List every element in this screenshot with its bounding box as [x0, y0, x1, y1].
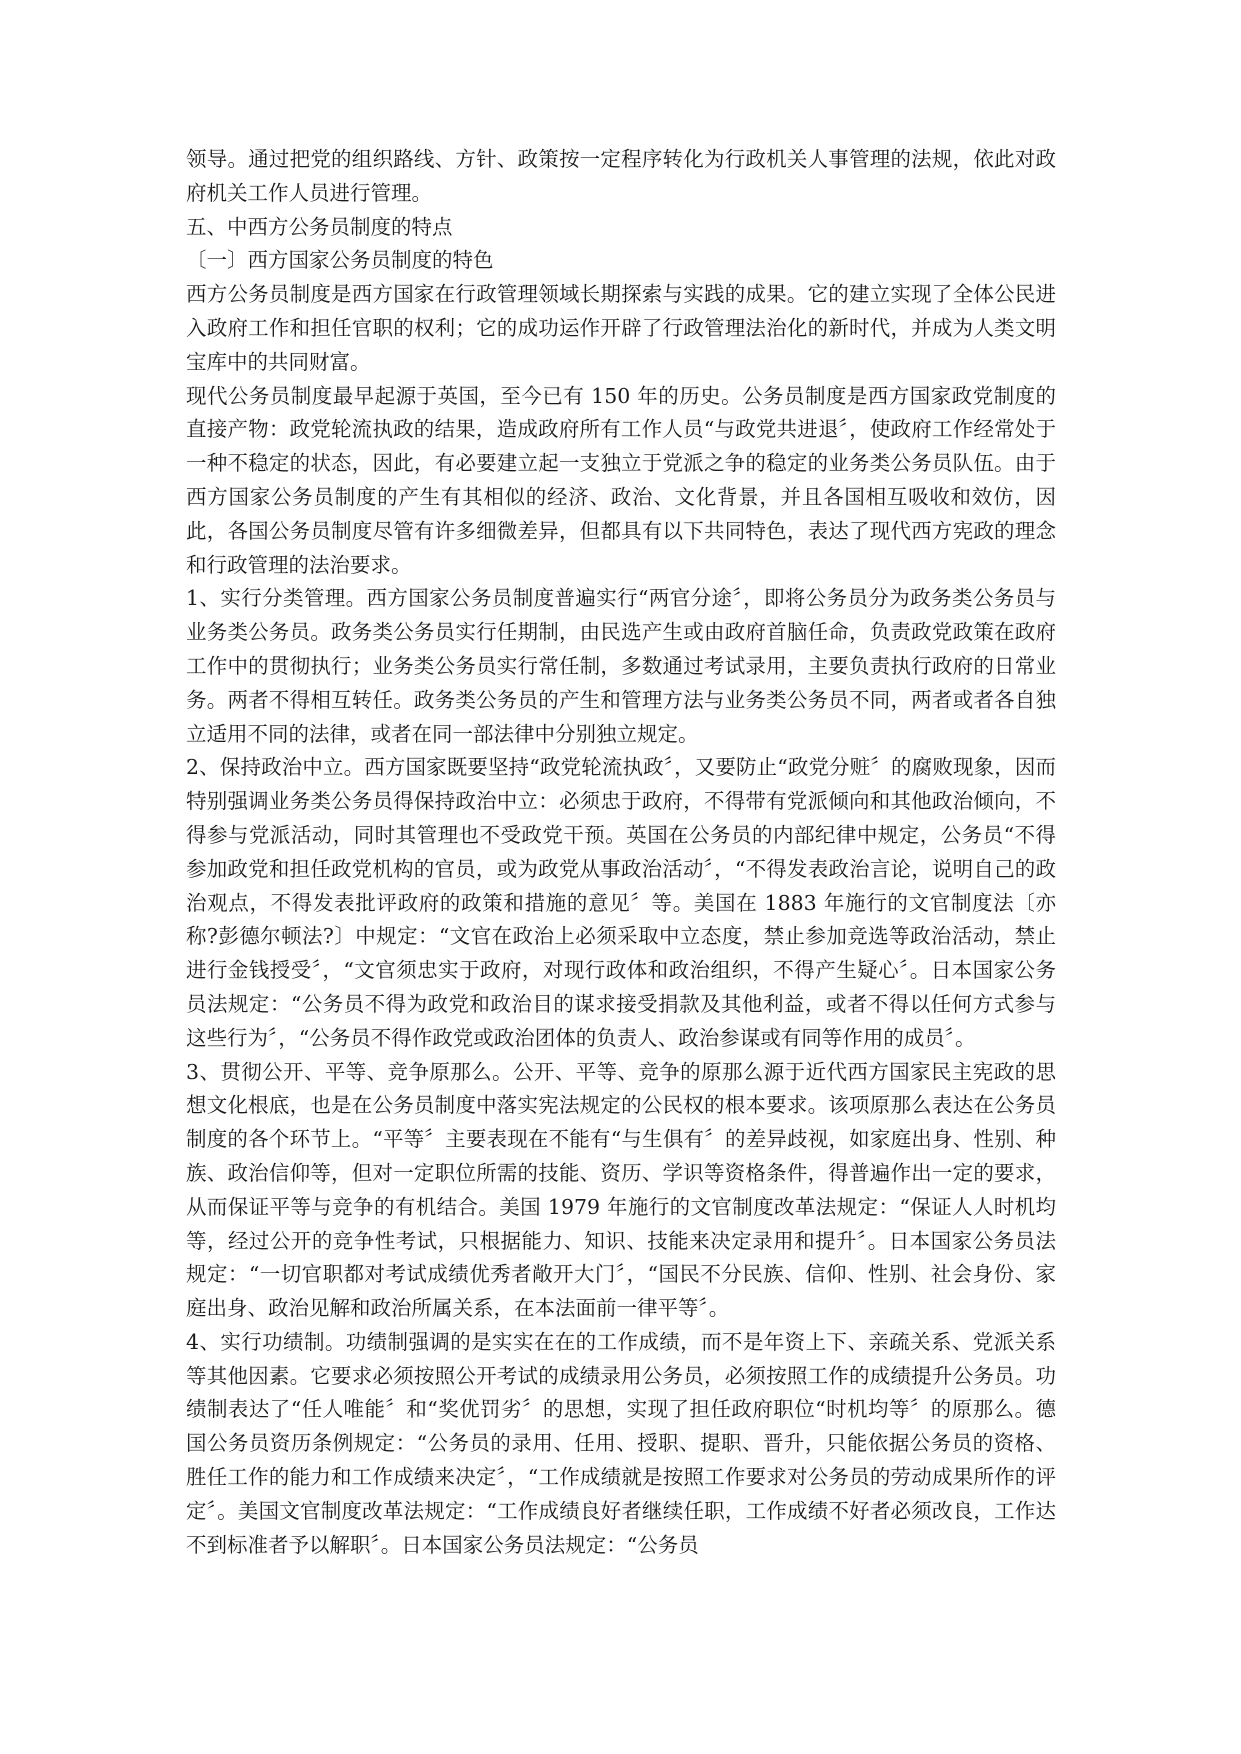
- section-heading: 五、中西方公务员制度的特点: [186, 214, 453, 239]
- paragraph-continuation: 领导。通过把党的组织路线、方针、政策按一定程序转化为行政机关人事管理的法规，依此对政府机关工作人员进行管理。: [186, 147, 1056, 205]
- document-body: [186, 143, 1056, 1562]
- subsection-heading: 〔一〕西方国家公务员制度的特色: [186, 248, 494, 273]
- paragraph-point-4: 4、实行功绩制。功绩制强调的是实实在在的工作成绩，而不是年资上下、亲疏关系、党派关系等其他因素。它要求必须按照公开考试的成绩录用公务员，必须按照工作的成绩提升公务员。功绩制表达了“任人唯能〞和“奖优罚劣〞的思想，实现了担任政府职位“时机均等〞的原那么。德国公务员资历条例规定：“公务员的录用、任用、授职、提职、晋升，只能依据公务员的资格、胜任工作的能力和工作成绩来决定〞，“工作成绩就是按照工作要求对公务员的劳动成果所作的评定〞。美国文官制度改革法规定：“工作成绩良好者继续任职，工作成绩不好者必须改良，工作达不到标准者予以解职〞。日本国家公务员法规定：“公务员: [186, 1329, 1056, 1557]
- paragraph-point-1: 1、实行分类管理。西方国家公务员制度普遍实行“两官分途〞，即将公务员分为政务类公务员与业务类公务员。政务类公务员实行任期制，由民选产生或由政府首脑任命，负责政党政策在政府工作中的贯彻执行；业务类公务员实行常任制，多数通过考试录用，主要负责执行政府的日常业务。两者不得相互转任。政务类公务员的产生和管理方法与业务类公务员不同，两者或者各自独立适用不同的法律，或者在同一部法律中分别独立规定。: [186, 586, 1056, 746]
- paragraph-origin: 现代公务员制度最早起源于英国，至今已有 150 年的历史。公务员制度是西方国家政党制度的直接产物：政党轮流执政的结果，造成政府所有工作人员“与政党共进退〞，使政府工作经常处于一种不稳定的状态，因此，有必要建立起一支独立于党派之争的稳定的业务类公务员队伍。由于西方国家公务员制度的产生有其相似的经济、政治、文化背景，并且各国相互吸收和效仿，因此，各国公务员制度尽管有许多细微差异，但都具有以下共同特色，表达了现代西方宪政的理念和行政管理的法治要求。: [186, 383, 1056, 577]
- paragraph-point-3: 3、贯彻公开、平等、竞争原那么。公开、平等、竞争的原那么源于近代西方国家民主宪政的思想文化根底，也是在公务员制度中落实宪法规定的公民权的根本要求。该项原那么表达在公务员制度的各个环节上。“平等〞主要表现在不能有“与生俱有〞的差异歧视，如家庭出身、性别、种族、政治信仰等，但对一定职位所需的技能、资历、学识等资格条件，得普遍作出一定的要求，从而保证平等与竞争的有机结合。美国 1979 年施行的文官制度改革法规定：“保证人人时机均等，经过公开的竞争性考试，只根据能力、知识、技能来决定录用和提升〞。日本国家公务员法规定：“一切官职都对考试成绩优秀者敞开大门〞，“国民不分民族、信仰、性别、社会身份、家庭出身、政治见解和政治所属关系，在本法面前一律平等〞。: [186, 1059, 1056, 1321]
- paragraph-intro: 西方公务员制度是西方国家在行政管理领域长期探索与实践的成果。它的建立实现了全体公民进入政府工作和担任官职的权利；它的成功运作开辟了行政管理法治化的新时代，并成为人类文明宝库中的共同财富。: [186, 282, 1056, 374]
- paragraph-point-2: 2、保持政治中立。西方国家既要坚持“政党轮流执政〞，又要防止“政党分赃〞的腐败现象，因而特别强调业务类公务员得保持政治中立：必须忠于政府，不得带有党派倾向和其他政治倾向，不得参与党派活动，同时其管理也不受政党干预。英国在公务员的内部纪律中规定，公务员“不得参加政党和担任政党机构的官员，或为政党从事政治活动〞，“不得发表政治言论，说明自己的政治观点，不得发表批评政府的政策和措施的意见〞等。美国在 1883 年施行的文官制度法〔亦称?彭德尔顿法?〕中规定：“文官在政治上必须采取中立态度，禁止参加竞选等政治活动，禁止进行金钱授受〞，“文官须忠实于政府，对现行政体和政治组织，不得产生疑心〞。日本国家公务员法规定：“公务员不得为政党和政治目的谋求接受捐款及其他利益，或者不得以任何方式参与这些行为〞，“公务员不得作政党或政治团体的负责人、政治参谋或有同等作用的成员〞。: [186, 755, 1056, 1050]
